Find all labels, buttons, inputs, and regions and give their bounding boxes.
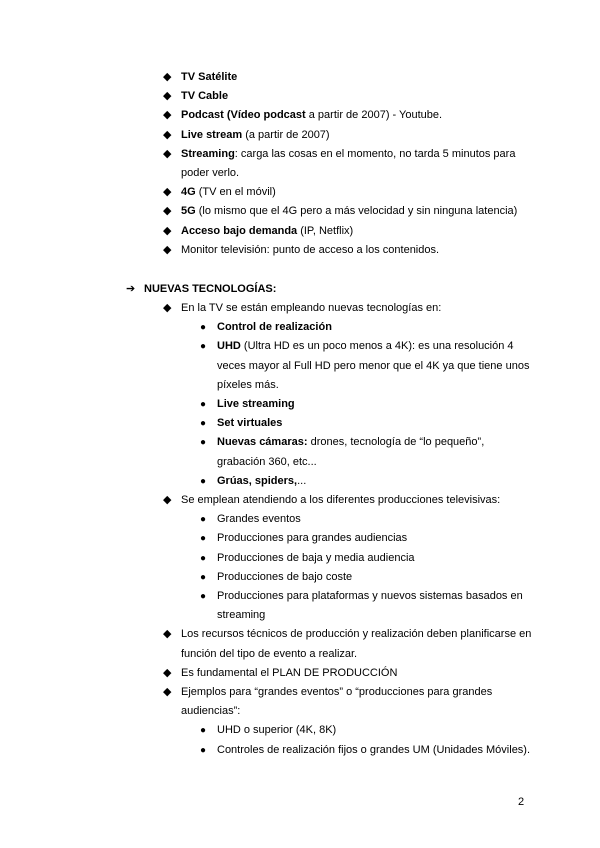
list-item: ◆ En la TV se están empleando nuevas tecnologías en: ● Control de realización ● UHD (Ultra HD es un poco menos a 4K): es una resolución 4 veces mayor al Full HD pero menor que el 4K ya que tiene unos píxeles más. ● Live streaming ● Set virtuales ● Nuevas cámaras: drones, tecnología de “lo pequeño”, grabación 360, etc... ● Grúas, spiders,... xyxy=(163,299,533,491)
diamond-bullet-icon: ◆ xyxy=(163,494,172,507)
page-number: 2 xyxy=(518,796,525,808)
dot-bullet-icon: ● xyxy=(200,533,207,545)
list-item: ◆ 5G (lo mismo que el 4G pero a más velocidad y sin ninguna latencia) xyxy=(163,202,533,221)
diamond-bullet-icon: ◆ xyxy=(163,109,172,122)
dot-bullet-icon: ● xyxy=(200,591,207,603)
sub-list-item: ● Producciones de baja y media audiencia xyxy=(200,549,533,568)
list-item: ◆ Monitor televisión: punto de acceso a los contenidos. xyxy=(163,241,533,260)
sub-list-item: ● Controles de realización fijos o grandes UM (Unidades Móviles). xyxy=(200,741,533,760)
sub-list-item: ● UHD (Ultra HD es un poco menos a 4K): es una resolución 4 veces mayor al Full HD pero menor que el 4K ya que tiene unos píxeles más. xyxy=(200,337,533,395)
sub-list-item: ● UHD o superior (4K, 8K) xyxy=(200,721,533,740)
diamond-bullet-icon: ◆ xyxy=(163,205,172,218)
dot-bullet-icon: ● xyxy=(200,475,207,487)
productions-sublist xyxy=(200,510,533,625)
sub-list-item: ● Producciones para grandes audiencias xyxy=(200,529,533,548)
sub-list-item: ● Grandes eventos xyxy=(200,510,533,529)
dot-bullet-icon: ● xyxy=(200,399,207,411)
sub-list-item: ● Grúas, spiders,... xyxy=(200,472,533,491)
dot-bullet-icon: ● xyxy=(200,514,207,526)
list-item: ◆ TV Satélite xyxy=(163,68,533,87)
diamond-bullet-icon: ◆ xyxy=(163,686,172,699)
list-item: ◆ Streaming: carga las cosas en el momento, no tarda 5 minutos para poder verlo. xyxy=(163,145,533,183)
diamond-bullet-icon: ◆ xyxy=(163,128,172,141)
list-item: ◆ Ejemplos para “grandes eventos” o “producciones para grandes audiencias”: ● UHD o superior (4K, 8K) ● Controles de realización fijos o grandes UM (Unidades Móviles). xyxy=(163,683,533,760)
diamond-bullet-icon: ◆ xyxy=(163,243,172,256)
examples-sublist xyxy=(200,721,533,759)
sub-list-item: ● Nuevas cámaras: drones, tecnología de “lo pequeño”, grabación 360, etc... xyxy=(200,433,533,471)
diamond-bullet-icon: ◆ xyxy=(163,224,172,237)
list-item: ◆ Los recursos técnicos de producción y realización deben planificarse en función del tipo de evento a realizar. xyxy=(163,625,533,663)
sub-list-item: ● Control de realización xyxy=(200,318,533,337)
list-item: ◆ TV Cable xyxy=(163,87,533,106)
dot-bullet-icon: ● xyxy=(200,571,207,583)
dot-bullet-icon: ● xyxy=(200,744,207,756)
dot-bullet-icon: ● xyxy=(200,552,207,564)
list-item: ◆ 4G (TV en el móvil) xyxy=(163,183,533,202)
list-item: ◆ Se emplean atendiendo a los diferentes producciones televisivas: ● Grandes eventos ● Producciones para grandes audiencias ● Producciones de baja y media audiencia ● Producciones de bajo coste ● Producciones para plataformas y nuevos sistemas basados en streaming xyxy=(163,491,533,625)
diamond-bullet-icon: ◆ xyxy=(163,628,172,641)
section-heading: ➔ NUEVAS TECNOLOGÍAS: xyxy=(126,280,276,299)
diamond-bullet-icon: ◆ xyxy=(163,302,172,314)
list-item: ◆ Acceso bajo demanda (IP, Netflix) xyxy=(163,222,533,241)
arrow-right-icon: ➔ xyxy=(126,283,136,295)
diamond-bullet-icon: ◆ xyxy=(163,90,172,103)
diamond-bullet-icon: ◆ xyxy=(163,186,172,199)
sub-list-item: ● Producciones de bajo coste xyxy=(200,568,533,587)
dot-bullet-icon: ● xyxy=(200,322,207,334)
dot-bullet-icon: ● xyxy=(200,418,207,430)
sub-list-item: ● Live streaming xyxy=(200,395,533,414)
list-item: ◆ Podcast (Vídeo podcast a partir de 2007) - Youtube. xyxy=(163,106,533,125)
tech-sublist xyxy=(200,318,533,491)
dot-bullet-icon: ● xyxy=(200,437,207,449)
diamond-bullet-icon: ◆ xyxy=(163,71,172,83)
diamond-bullet-icon: ◆ xyxy=(163,666,172,679)
technologies-list xyxy=(163,299,533,760)
sub-list-item: ● Producciones para plataformas y nuevos sistemas basados en streaming xyxy=(200,587,533,625)
media-list xyxy=(163,68,533,260)
list-item: ◆ Live stream (a partir de 2007) xyxy=(163,126,533,145)
sub-list-item: ● Set virtuales xyxy=(200,414,533,433)
dot-bullet-icon: ● xyxy=(200,341,207,353)
list-item: ◆ Es fundamental el PLAN DE PRODUCCIÓN xyxy=(163,664,533,683)
dot-bullet-icon: ● xyxy=(200,725,207,737)
diamond-bullet-icon: ◆ xyxy=(163,147,172,160)
